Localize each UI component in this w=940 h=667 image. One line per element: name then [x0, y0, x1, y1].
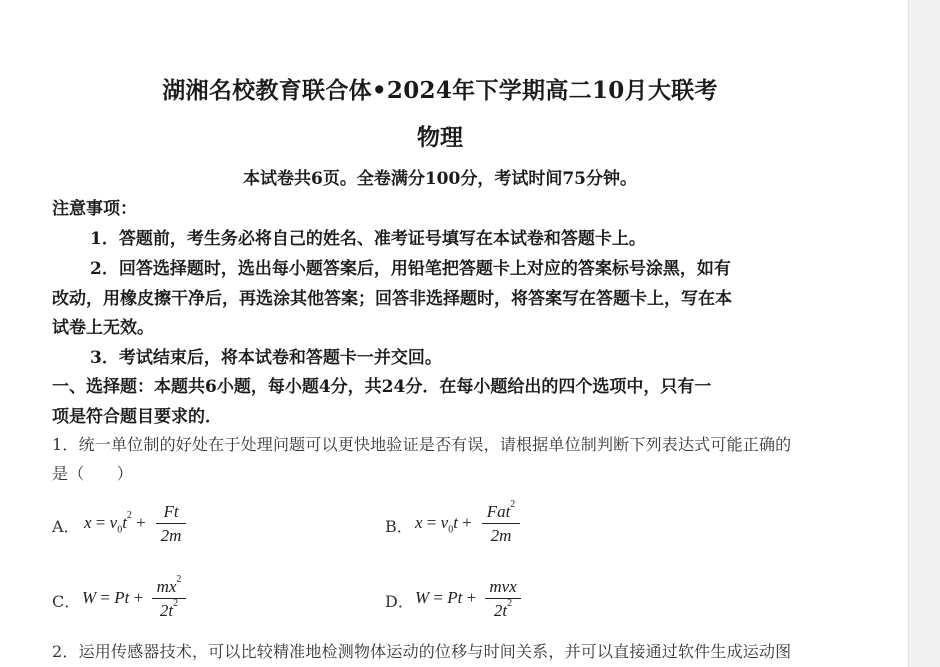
note-item-2-line-2: 改动，用橡皮擦干净后，再选涂其他答案；回答非选择题时，将答案写在答题卡上，写在本	[52, 289, 732, 309]
option-c-fraction: $mx^2$ $2t^2$	[152, 577, 186, 621]
option-d-label: D．	[385, 592, 414, 611]
note-item-2-line-3: 试卷上无效。	[52, 318, 154, 338]
option-b-lhs: $x = v_0t$ +	[415, 513, 472, 536]
option-c-label: C．	[52, 592, 81, 611]
option-d[interactable]	[385, 577, 585, 627]
option-d-lhs: W = Pt +	[415, 588, 477, 607]
section-heading-line-2: 项是符合题目要求的．	[52, 407, 222, 427]
option-c-lhs: W = Pt +	[82, 588, 144, 607]
question-1-stem-line-1: 1．统一单位制的好处在于处理问题可以更快地验证是否有误，请根据单位制判断下列表达式可能正确的	[52, 435, 792, 454]
option-b-label: B．	[385, 517, 413, 536]
option-c[interactable]	[52, 574, 252, 627]
vertical-scrollbar[interactable]	[908, 0, 940, 667]
option-a-lhs: $x = v_0t^2$ +	[84, 510, 146, 536]
option-b-fraction: Fat$^2$ 2m	[482, 502, 520, 546]
option-a[interactable]	[52, 502, 252, 552]
note-item-3: 3．考试结束后，将本试卷和答题卡一并交回。	[90, 348, 442, 368]
exam-title: 湖湘名校教育联合体•2024年下学期高二10月大联考	[162, 77, 718, 104]
notes-heading: 注意事项：	[52, 199, 137, 219]
option-a-label: A．	[52, 517, 80, 536]
exam-info: 本试卷共6页。全卷满分100分，考试时间75分钟。	[243, 169, 637, 189]
note-item-2-line-1: 2．回答选择题时，选出每小题答案后，用铅笔把答题卡上对应的答案标号涂黑，如有	[90, 259, 731, 279]
exam-subject: 物理	[417, 124, 463, 151]
option-a-fraction: Ft 2m	[156, 502, 186, 546]
option-b[interactable]	[385, 499, 585, 552]
question-1-stem-line-2: 是（ ）	[52, 464, 134, 483]
section-heading-line-1: 一、选择题：本题共6小题，每小题4分，共24分．在每小题给出的四个选项中，只有一	[52, 377, 712, 397]
option-d-fraction: mvx $2t^2$	[485, 577, 521, 621]
question-2-stem-line-1: 2．运用传感器技术，可以比较精准地检测物体运动的位移与时间关系，并可以直接通过软件生成运动图	[52, 642, 792, 661]
note-item-1: 1．答题前，考生务必将自己的姓名、准考证号填写在本试卷和答题卡上。	[90, 229, 646, 249]
